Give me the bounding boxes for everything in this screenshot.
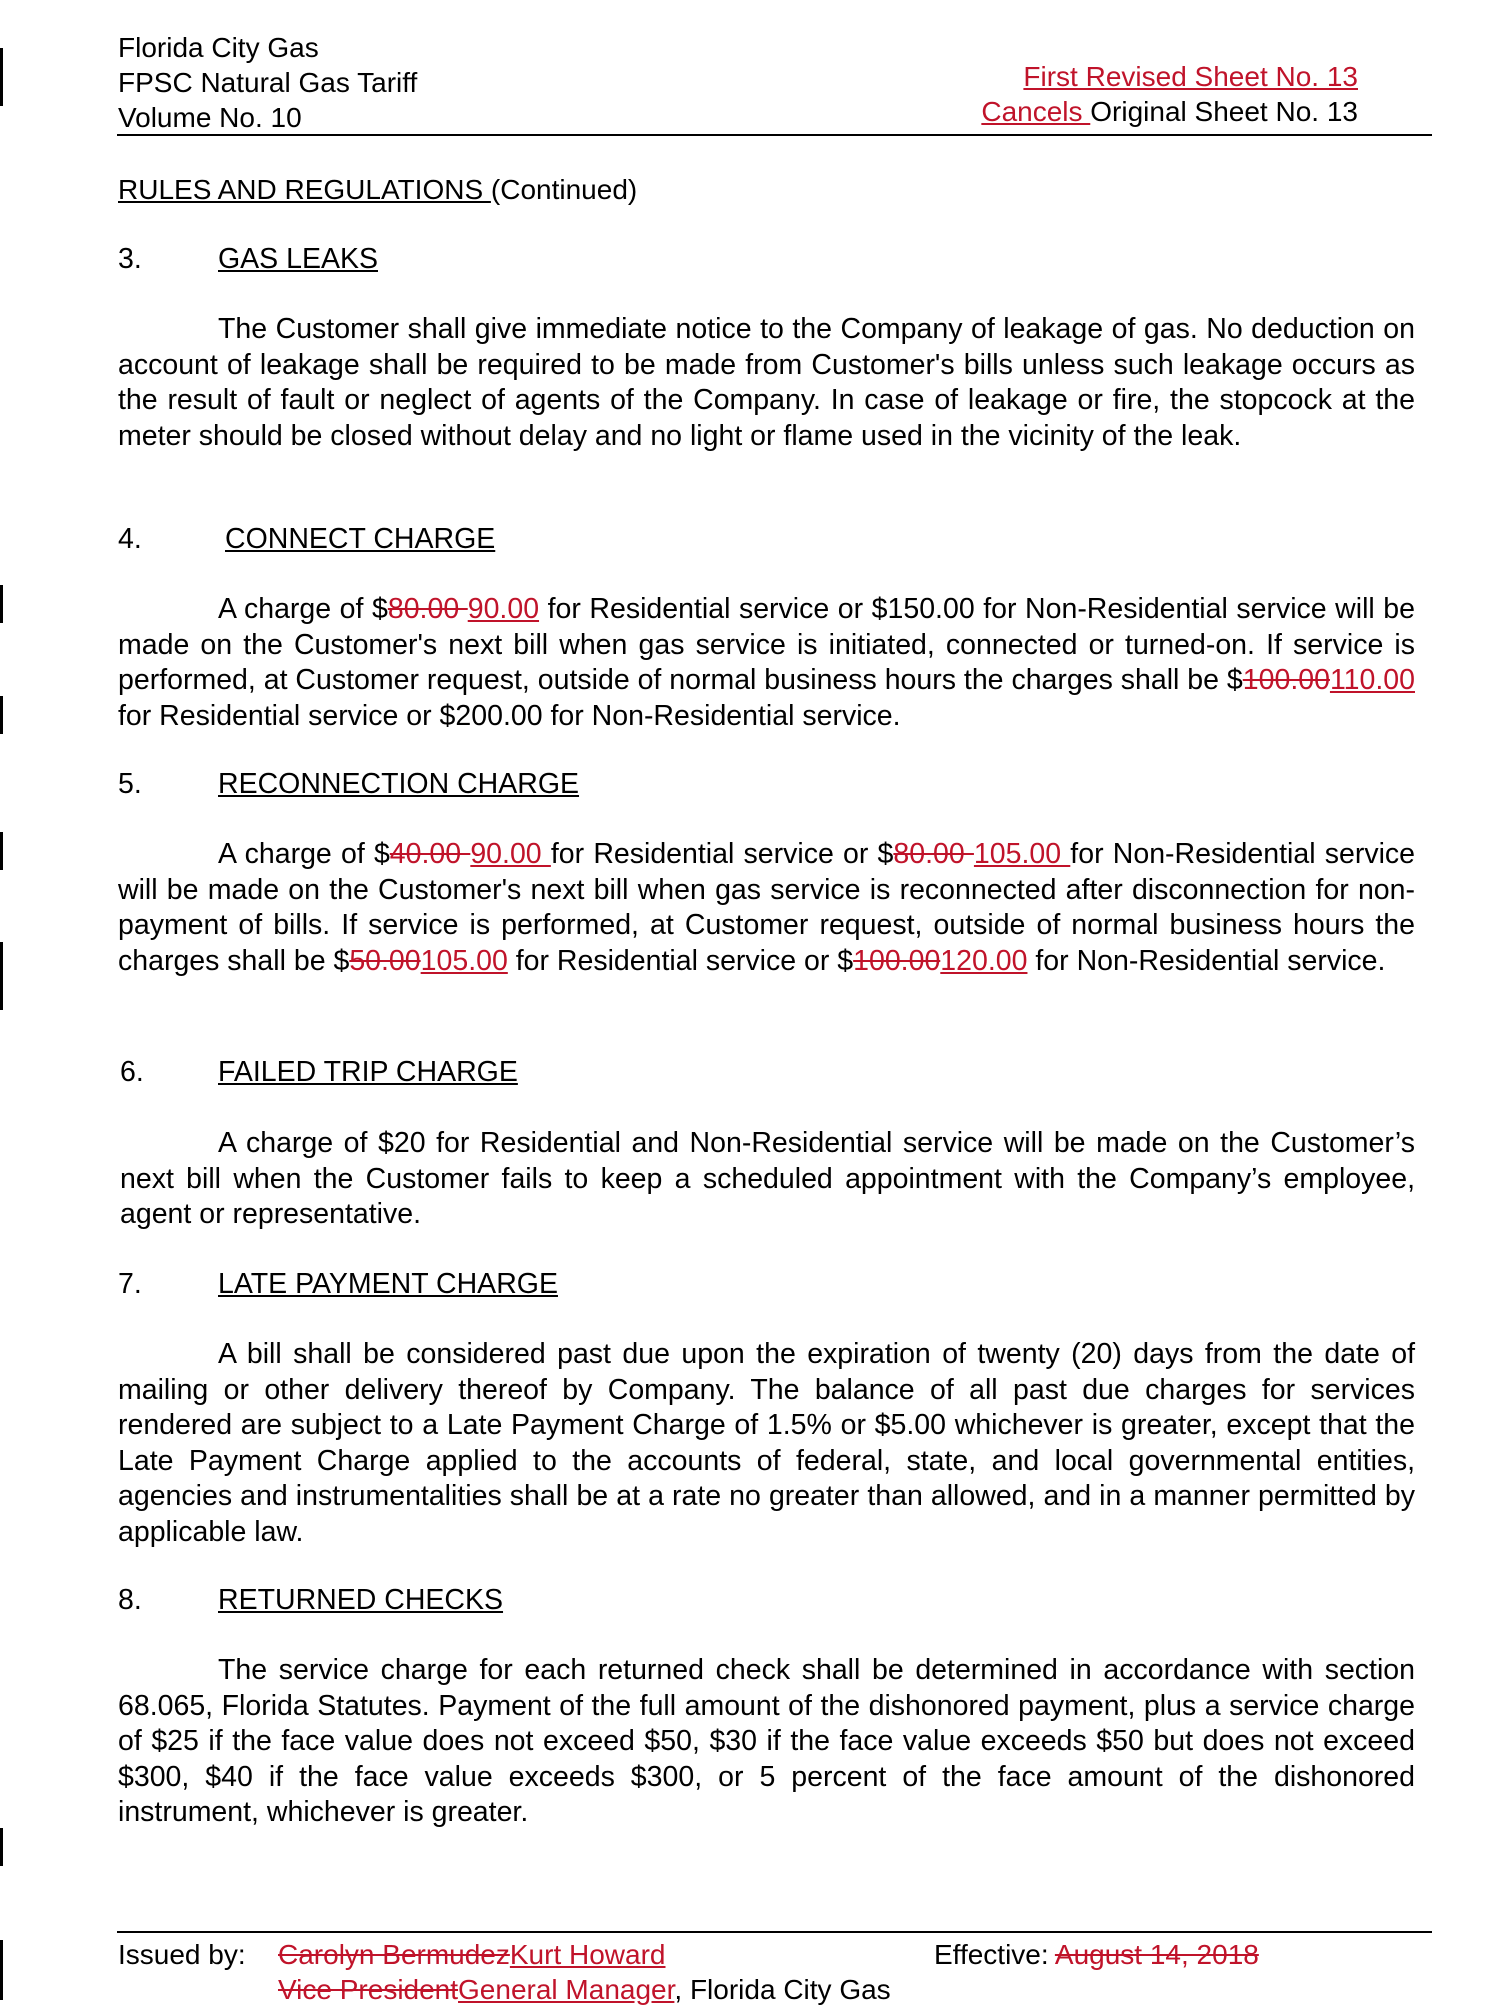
section-text: for Residential service or $150.00 for Non-Residential service will be made on the Customer's next bill when gas service is initiated, connected or turned-on. If service is performed, at Customer request, outside of normal business hours the charges shall be $ <box>118 593 1415 696</box>
section-4-body <box>118 592 1415 734</box>
section-text: for Residential service or $ <box>550 838 894 870</box>
inserted-amount: 90.00 <box>467 593 540 625</box>
section-number: 3. <box>118 243 142 275</box>
deleted-amount: 80.00 <box>893 838 974 870</box>
continued-label: (Continued) <box>490 174 638 205</box>
header-right <box>800 59 1358 129</box>
cancelled-sheet: Original Sheet No. 13 <box>1090 96 1358 127</box>
inserted-amount: 90.00 <box>470 838 551 870</box>
section-title: FAILED TRIP CHARGE <box>218 1056 518 1088</box>
page-section-heading <box>118 172 1318 207</box>
inserted-issuer-title: General Manager <box>458 1974 675 2005</box>
section-title: RECONNECTION CHARGE <box>218 768 580 800</box>
deleted-amount: 80.00 <box>387 593 468 625</box>
tariff-name: FPSC Natural Gas Tariff <box>118 67 418 98</box>
section-text: A bill shall be considered past due upon the expiration of twenty (20) days from the date of mailing or other delivery thereof by Company. The balance of all past due charges for services rendered are subject to a Late Payment Charge of 1.5% or $5.00 whichever is greater, except that the Late Payment Charge applied to the accounts of federal, state, and local governmental entities, agencies and instrumentalities shall be at a rate no greater than allowed, and in a manner permitted by applicable law. <box>118 1338 1415 1548</box>
revision-change-bar <box>0 1940 3 2000</box>
footer-effective <box>934 1937 1414 1972</box>
deleted-amount: 50.00 <box>349 944 421 977</box>
section-6-body <box>120 1126 1415 1233</box>
section-text: for Residential service or $200.00 for Non-Residential service. <box>118 699 901 732</box>
company-name: Florida City Gas <box>118 32 319 63</box>
section-number: 7. <box>118 1268 142 1300</box>
deleted-issuer-name: Carolyn Bermudez <box>278 1939 510 1970</box>
revision-change-bar <box>0 585 3 623</box>
inserted-amount: 105.00 <box>973 838 1071 870</box>
section-3-heading <box>118 242 1318 278</box>
section-4-heading <box>118 522 1318 558</box>
section-text: for Non-Residential service will be made on the Customer's next bill when gas service is reconnected after disconnection for non- payment of bills. If service is performed, at Customer request, outside of normal business hours the charges shall be $ <box>118 838 1415 977</box>
section-text: A charge of $20 for Residential and Non-Residential service will be made on the Customer’s next bill when the Customer fails to keep a scheduled appointment with the Company’s employee, agent or representative. <box>120 1127 1415 1230</box>
deleted-issuer-title: Vice President <box>278 1974 459 2005</box>
revision-change-bar <box>0 832 3 870</box>
section-number: 6. <box>120 1056 144 1088</box>
revision-change-bar <box>0 48 3 106</box>
section-text: A charge of $ <box>218 838 390 870</box>
section-text: for Non-Residential service. <box>1027 944 1386 977</box>
section-7-heading <box>118 1267 1318 1303</box>
revision-change-bar <box>0 1828 3 1866</box>
deleted-effective-date: August 14, 2018 <box>1054 1939 1259 1970</box>
section-text: for Residential service or $ <box>507 944 854 977</box>
section-number: 4. <box>118 523 142 555</box>
deleted-amount: 100.00 <box>853 944 941 977</box>
section-8-body <box>118 1653 1415 1831</box>
section-text: The Customer shall give immediate notice to the Company of leakage of gas. No deduction on account of leakage shall be required to be made from Customer's bills unless such leakage occurs as the result of fault or neglect of agents of the Company. In case of leakage or fire, the stopcock at the meter should be closed without delay and no light or flame used in the vicinity of the leak. <box>118 313 1415 452</box>
revision-change-bar <box>0 696 3 734</box>
inserted-issuer-name: Kurt Howard <box>509 1939 666 1970</box>
issuer-company: , Florida City Gas <box>674 1974 891 2005</box>
section-text: A charge of $ <box>218 593 388 625</box>
issued-by-label: Issued by: <box>118 1939 246 1970</box>
section-8-heading <box>118 1583 1318 1619</box>
section-5-heading <box>118 767 1318 803</box>
inserted-amount: 120.00 <box>940 944 1028 977</box>
inserted-amount: 105.00 <box>420 944 508 977</box>
effective-label: Effective: <box>934 1939 1055 1970</box>
section-title: RETURNED CHECKS <box>218 1584 504 1616</box>
section-text: The service charge for each returned check shall be determined in accordance with section 68.065, Florida Statutes. Payment of the full amount of the dishonored payment, plus a service charge of $25 if the face value does not exceed $50, $30 if the face value exceeds $50 but does not exceed $300, $40 if the face value exceeds $300, or 5 percent of the face amount of the dishonored instrument, whichever is greater. <box>118 1654 1415 1828</box>
section-title: CONNECT CHARGE <box>225 523 496 555</box>
header-rule <box>117 134 1432 136</box>
footer-rule <box>117 1931 1432 1933</box>
deleted-amount: 100.00 <box>1242 664 1330 696</box>
cancels-label: Cancels <box>981 96 1091 127</box>
footer-issued-by <box>118 1937 1018 2007</box>
volume-number: Volume No. 10 <box>118 102 302 133</box>
deleted-amount: 40.00 <box>389 838 471 870</box>
section-number: 5. <box>118 768 142 800</box>
header-left <box>118 30 538 135</box>
inserted-amount: 110.00 <box>1329 664 1415 696</box>
section-title: GAS LEAKS <box>218 243 378 275</box>
section-number: 8. <box>118 1584 142 1616</box>
section-6-heading <box>120 1055 1320 1091</box>
section-3-body <box>118 312 1415 454</box>
section-5-body <box>118 837 1415 979</box>
sheet-number: First Revised Sheet No. 13 <box>1023 61 1358 92</box>
rules-title: RULES AND REGULATIONS <box>118 174 491 205</box>
section-title: LATE PAYMENT CHARGE <box>218 1268 558 1300</box>
section-7-body <box>118 1337 1415 1550</box>
revision-change-bar <box>0 942 3 1010</box>
